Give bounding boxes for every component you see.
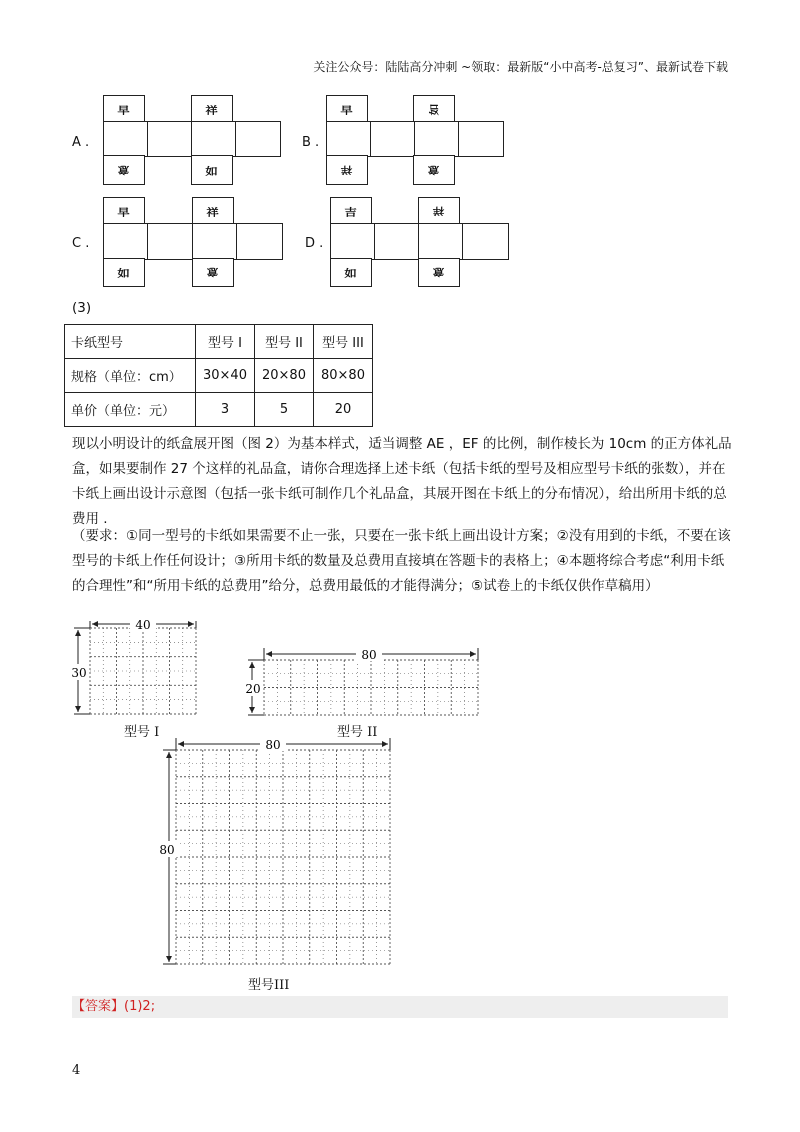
table-header: 型号 I: [196, 325, 255, 359]
page-number: 4: [72, 1063, 81, 1078]
face-bottom-right: 意: [192, 258, 234, 287]
face-top-right: 祥: [191, 95, 233, 123]
face-middle-3: [414, 121, 460, 157]
face-middle-4: [462, 223, 509, 260]
grid-caption: 型号 II: [337, 725, 378, 740]
face-bottom-right: 如: [191, 155, 233, 185]
face-bottom-left: 祥: [326, 155, 368, 185]
face-middle-4: [458, 121, 504, 157]
arrow-right-icon: [470, 651, 476, 657]
face-middle-4: [235, 121, 281, 157]
face-middle-2: [370, 121, 416, 157]
card-grid-type-1: [70, 616, 210, 716]
face-middle-2: [147, 121, 193, 157]
table-cell: 规格（单位：cm）: [65, 359, 196, 393]
face-top-right: 祥: [192, 197, 234, 225]
face-middle-1: [326, 121, 372, 157]
face-top-left: 早: [103, 197, 145, 225]
face-middle-2: [374, 223, 420, 260]
grid-lines: [264, 660, 478, 715]
arrow-right-icon: [382, 741, 388, 747]
face-middle-3: [191, 121, 237, 157]
face-bottom-left: 意: [103, 155, 145, 185]
arrow-left-icon: [92, 621, 98, 627]
face-top-right: 如: [413, 95, 455, 123]
problem-paragraph: 现以小明设计的纸盒展开图（图 2）为基本样式，适当调整 AE ，EF 的比例，制作棱长为 10cm 的正方体礼品盒，如果要制作 27 个这样的礼品盒，请你合理选择上述卡纸（包括卡纸的型号及相应型号卡纸的张数），并在卡纸上画出设计示意图（包括一张卡纸可制作几个礼品盒，其展开图在卡纸上的分布情况），给出所用卡纸的总费用 .: [72, 436, 732, 527]
height-label: 30: [71, 666, 87, 680]
width-label: 80: [361, 648, 377, 662]
problem-requirements: （要求：①同一型号的卡纸如果需要不止一张，只要在一张卡纸上画出设计方案；②没有用到的卡纸，不要在该型号的卡纸上作任何设计；③所用卡纸的数量及总费用直接填在答题卡的表格上；④本题将综合考虑“利用卡纸的合理性”和“所用卡纸的总费用”给分，总费用最低的才能得满分；⑤试卷上的卡纸仅供作草稿用）: [72, 528, 731, 594]
option-label: A .: [72, 135, 90, 150]
arrow-left-icon: [178, 741, 184, 747]
table-cell: 20: [314, 393, 373, 427]
height-label: 20: [245, 682, 261, 696]
face-top-right: 祥: [418, 197, 460, 225]
card-spec-table: [64, 324, 373, 427]
arrow-down-icon: [249, 707, 255, 713]
part-3-label: (3): [72, 300, 92, 316]
arrow-right-icon: [188, 621, 194, 627]
face-top-left: 早: [326, 95, 368, 123]
card-grid-type-2: [244, 645, 484, 720]
face-middle-1: [330, 223, 376, 260]
grid-caption: 型号 I: [124, 725, 160, 740]
face-top-left: 早: [103, 95, 145, 123]
arrow-down-icon: [75, 706, 81, 712]
face-middle-3: [418, 223, 464, 260]
table-row: [65, 359, 373, 393]
face-bottom-right: 意: [413, 155, 455, 185]
option-label: B .: [302, 135, 320, 150]
arrow-up-icon: [75, 630, 81, 636]
option-label: C .: [72, 236, 90, 251]
table-header: 卡纸型号: [65, 325, 196, 359]
option-label: D .: [305, 236, 324, 251]
table-header: 型号 III: [314, 325, 373, 359]
face-bottom-left: 如: [330, 258, 372, 287]
width-label: 40: [135, 618, 151, 632]
table-cell: 3: [196, 393, 255, 427]
grid-lines: [176, 750, 390, 964]
table-cell: 80×80: [314, 359, 373, 393]
face-middle-2: [147, 223, 194, 260]
page-header: 关注公众号：陆陆高分冲刺 ~领取：最新版“小中高考-总复习”、最新试卷下载: [313, 60, 728, 74]
face-middle-1: [103, 121, 149, 157]
card-grid-type-3: [156, 735, 396, 970]
arrow-up-icon: [166, 752, 172, 758]
table-cell: 30×40: [196, 359, 255, 393]
arrow-down-icon: [166, 956, 172, 962]
table-cell: 单价（单位：元）: [65, 393, 196, 427]
table-cell: 20×80: [255, 359, 314, 393]
answer-tag: 【答案】: [72, 999, 125, 1014]
width-label: 80: [265, 738, 281, 752]
face-middle-3: [192, 223, 238, 260]
table-row: [65, 393, 373, 427]
face-top-left: 吉: [330, 197, 372, 225]
face-bottom-right: 意: [418, 258, 460, 287]
arrow-up-icon: [249, 662, 255, 668]
arrow-left-icon: [266, 651, 272, 657]
table-header-row: [65, 325, 373, 359]
face-bottom-left: 如: [103, 258, 145, 287]
table-header: 型号 II: [255, 325, 314, 359]
answer-text: (1)2;: [124, 999, 156, 1014]
height-label: 80: [159, 843, 175, 857]
face-middle-4: [236, 223, 283, 260]
answer-bar: [72, 996, 728, 1018]
table-cell: 5: [255, 393, 314, 427]
face-middle-1: [103, 223, 149, 260]
grid-lines: [90, 628, 196, 714]
grid-caption: 型号III: [248, 978, 290, 993]
